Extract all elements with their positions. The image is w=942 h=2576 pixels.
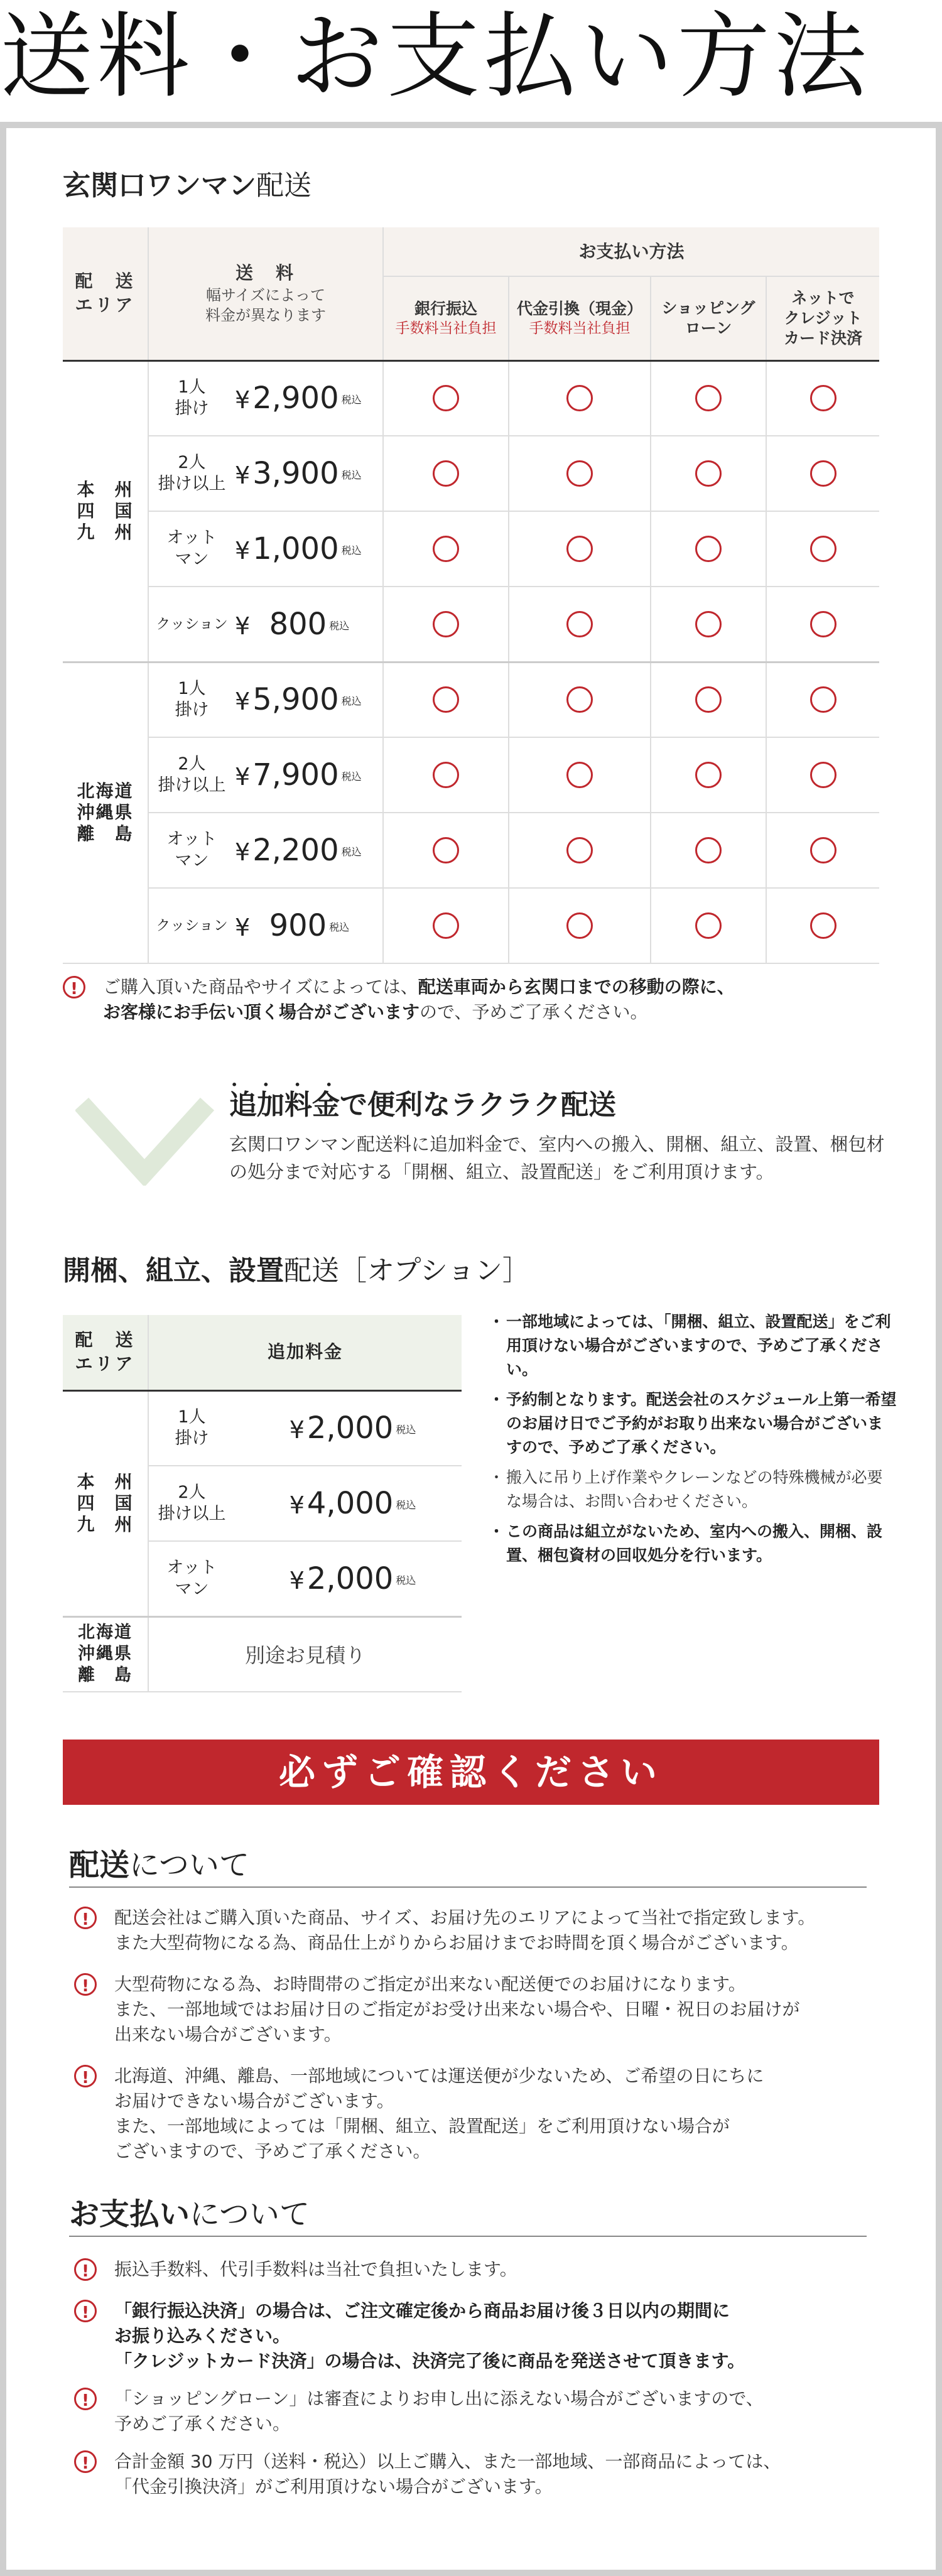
price-value: 3,900: [252, 456, 339, 491]
payment-heading: [69, 2194, 310, 2234]
header-area-label: 配 送 エリア: [75, 271, 136, 316]
mark-cell: [509, 587, 651, 662]
type-label: オット マン: [166, 830, 217, 870]
pay-col-label: ネットで クレジット カード決済: [784, 288, 863, 347]
table-row: [63, 1616, 462, 1692]
note-bold: 「クレジットカード決済」の場合は、決済完了後に商品を発送させて頂きます。: [114, 2351, 745, 2371]
warning-icon: !: [74, 2450, 97, 2473]
pay-col-card: [766, 276, 879, 360]
yen-sign: ¥: [235, 612, 251, 640]
divider: [69, 2236, 867, 2237]
heading-bold: お支払い: [69, 2197, 190, 2232]
header-shipping-label: 送 料: [235, 262, 296, 284]
divider: [69, 1886, 867, 1888]
available-circle-icon: [810, 686, 836, 713]
note-text: [114, 2298, 868, 2374]
type-cell: [148, 436, 235, 511]
pay-col-loan: [651, 276, 766, 360]
table-row: [63, 587, 879, 662]
type-label: 2人 掛け以上: [158, 453, 226, 494]
section-title-light: 配送: [256, 170, 311, 202]
list-item: ・ 搬入に吊り上げ作業やクレーンなどの特殊機械が必要な場合は、お問い合わせください。: [489, 1466, 897, 1513]
available-circle-icon: [810, 385, 836, 411]
available-circle-icon: [810, 912, 836, 939]
mark-cell: [509, 360, 651, 436]
note-text: 配送会社はご購入頂いた商品、サイズ、お届け先のエリアによって当社で指定致します。 また大型荷物になる為、商品仕上がりからお届けまでお時間を頂く場合がございます。: [114, 1907, 816, 1953]
tax-label: 税込: [396, 1499, 416, 1511]
note-text: 「ショッピングローン」は審査によりお申し出に添えない場合がございますので、 予めご了承ください。: [114, 2388, 764, 2434]
pay-col-sub: 手数料当社負担: [529, 320, 631, 337]
available-circle-icon: [695, 385, 722, 411]
pay-col-cod: [509, 276, 651, 360]
yen-sign: ¥: [235, 688, 251, 716]
price-value: 7,900: [252, 757, 339, 793]
mark-cell: [383, 360, 509, 436]
section-title-bold: 開梱、組立、設置: [63, 1255, 284, 1287]
price-value: 1,000: [252, 531, 339, 566]
note-bold: 「銀行振込決済」の場合は、ご注文確定後から商品お届け後３日以内の期間に: [114, 2300, 730, 2321]
table-row: [63, 511, 879, 587]
warning-icon: !: [74, 2388, 97, 2410]
page-title: 送料・お支払い方法: [0, 3, 870, 111]
type-label: 1人 掛け: [175, 1407, 209, 1449]
mark-cell: [509, 511, 651, 587]
available-circle-icon: [433, 460, 459, 487]
heading-light: について: [190, 2197, 310, 2232]
available-circle-icon: [810, 460, 836, 487]
delivery-note: [74, 1905, 872, 1958]
available-circle-icon: [566, 460, 593, 487]
mark-cell: [651, 813, 766, 888]
yen-sign: ¥: [235, 914, 251, 941]
table-row: [63, 888, 879, 963]
available-circle-icon: [433, 611, 459, 637]
mark-cell: [651, 662, 766, 737]
available-circle-icon: [566, 611, 593, 637]
mark-cell: [509, 813, 651, 888]
yen-sign: ¥: [235, 838, 251, 866]
estimate-label: 別途お見積り: [245, 1643, 366, 1668]
promo-title: 追加料金で便利なラクラク配送: [229, 1089, 616, 1121]
header-payment: [383, 227, 879, 276]
price-cell: [235, 1466, 462, 1541]
mark-cell: [766, 662, 879, 737]
available-circle-icon: [810, 536, 836, 562]
warning-icon: !: [74, 2300, 97, 2322]
available-circle-icon: [433, 837, 459, 863]
shipping-payment-table: [63, 227, 879, 964]
delivery-note: [74, 1972, 872, 2050]
option-bullets: [489, 1310, 897, 1574]
header-shipping-sub: 幅サイズによって 料金が異なります: [205, 286, 326, 325]
warning-icon: !: [74, 1973, 97, 1996]
section-title-light: 配送［オプション］: [284, 1255, 531, 1287]
note-text: 合計金額 30 万円（送料・税込）以上ご購入、また一部地域、一部商品によっては、 「代金引換決済」がご利用頂けない場合がございます。: [114, 2451, 781, 2497]
header-fee-label: 追加料金: [268, 1341, 344, 1363]
chevron-down-icon: [75, 1098, 226, 1186]
warning-icon: !: [63, 976, 85, 998]
price-value: 2,000: [306, 1561, 394, 1596]
region-label: 北海道 沖縄県 離 島: [77, 781, 134, 845]
tax-label: 税込: [341, 394, 362, 406]
estimate-cell: [148, 1616, 462, 1692]
heading-light: について: [129, 1848, 250, 1883]
yen-sign: ¥: [289, 1566, 305, 1594]
note-text: 振込手数料、代引手数料は当社で負担いたします。: [114, 2259, 517, 2280]
table-row: [63, 436, 879, 511]
type-cell: [148, 1390, 235, 1466]
payment-note: [74, 2449, 872, 2502]
tax-label: 税込: [341, 846, 362, 858]
price-value: 5,900: [252, 682, 339, 718]
oneman-note-text: [103, 975, 857, 1025]
section-title-oneman: [63, 167, 311, 205]
type-label: 1人 掛け: [175, 679, 209, 720]
pay-col-label: 銀行振込: [414, 299, 477, 318]
available-circle-icon: [695, 762, 722, 788]
table-row: [63, 662, 879, 737]
note-bold: お客様にお手伝い頂く場合がございます: [103, 1002, 420, 1022]
type-cell: [148, 813, 235, 888]
yen-sign: ¥: [235, 386, 251, 414]
mark-cell: [383, 662, 509, 737]
oneman-note: [63, 975, 879, 1031]
available-circle-icon: [566, 762, 593, 788]
available-circle-icon: [695, 611, 722, 637]
type-label: クッション: [156, 615, 228, 632]
mark-cell: [651, 587, 766, 662]
mark-cell: [383, 888, 509, 963]
mark-cell: [383, 511, 509, 587]
yen-sign: ¥: [289, 1416, 305, 1444]
mark-cell: [766, 511, 879, 587]
type-cell: [148, 662, 235, 737]
price-value: 900: [269, 908, 327, 943]
available-circle-icon: [566, 912, 593, 939]
type-cell: [148, 587, 235, 662]
mark-cell: [766, 737, 879, 813]
note-bold: お振り込みください。: [114, 2325, 291, 2346]
mark-cell: [383, 813, 509, 888]
mark-cell: [509, 436, 651, 511]
price-value: 2,200: [252, 833, 339, 868]
available-circle-icon: [810, 837, 836, 863]
tax-label: 税込: [341, 544, 362, 556]
payment-note: [74, 2257, 872, 2285]
available-circle-icon: [695, 912, 722, 939]
available-circle-icon: [695, 460, 722, 487]
region-hokkaido: [63, 662, 148, 963]
mark-cell: [383, 587, 509, 662]
type-label: オット マン: [166, 1557, 217, 1599]
price-cell: [235, 1541, 462, 1616]
type-cell: [148, 1466, 235, 1541]
tax-label: 税込: [396, 1424, 416, 1436]
region-honshu: [63, 360, 148, 662]
available-circle-icon: [566, 536, 593, 562]
mark-cell: [383, 737, 509, 813]
header-area: [63, 227, 148, 360]
price-value: 2,900: [252, 381, 339, 416]
table-row: [63, 1390, 462, 1466]
mark-cell: [766, 436, 879, 511]
type-cell: [148, 737, 235, 813]
type-label: 2人 掛け以上: [158, 1483, 226, 1523]
available-circle-icon: [433, 385, 459, 411]
price-cell: [235, 1390, 462, 1466]
pay-col-label: ショッピング ローン: [661, 298, 755, 337]
mark-cell: [766, 587, 879, 662]
available-circle-icon: [566, 686, 593, 713]
price-cell: [235, 662, 383, 737]
note-text: 北海道、沖縄、離島、一部地域については運送便が少ないため、ご希望の日にちに お届けできない場合がございます。 また、一部地域によっては「開梱、組立、設置配送」をご利用頂けない場合が ございますので、予めご了承ください。: [114, 2065, 764, 2162]
region-label: 北海道 沖縄県 離 島: [78, 1623, 133, 1686]
available-circle-icon: [695, 536, 722, 562]
note-text: 大型荷物になる為、お時間帯のご指定が出来ない配送便でのお届けになります。 また、一部地域ではお届け日のご指定がお受け出来ない場合や、日曜・祝日のお届けが 出来ない場合がございます。: [114, 1974, 800, 2045]
payment-note: [74, 2298, 872, 2376]
mark-cell: [651, 737, 766, 813]
yen-sign: ¥: [235, 537, 251, 565]
header-area: [63, 1315, 148, 1390]
pay-col-sub: 手数料当社負担: [395, 320, 497, 337]
tax-label: 税込: [329, 921, 350, 933]
yen-sign: ¥: [289, 1491, 305, 1519]
header-fee: [148, 1315, 462, 1390]
price-cell: [235, 737, 383, 813]
option-fee-table: [63, 1315, 462, 1692]
payment-note: [74, 2386, 872, 2439]
table-row: [63, 813, 879, 888]
table-row: [63, 360, 879, 436]
type-cell: [148, 888, 235, 963]
mark-cell: [383, 436, 509, 511]
type-cell: [148, 360, 235, 436]
mark-cell: [509, 737, 651, 813]
type-cell: [148, 511, 235, 587]
available-circle-icon: [566, 837, 593, 863]
tax-label: 税込: [329, 619, 350, 632]
note-plain: ので、予めご了承ください。: [420, 1002, 648, 1022]
price-cell: [235, 888, 383, 963]
mark-cell: [766, 888, 879, 963]
price-cell: [235, 511, 383, 587]
header-area-label: 配 送 エリア: [75, 1329, 136, 1375]
promo-description: 玄関口ワンマン配送料に追加料金で、室内への搬入、開梱、組立、設置、梱包材の処分まで対応する「開梱、組立、設置配送」をご利用頂けます。: [229, 1134, 885, 1182]
region-label: 本 州 四 国 九 州: [77, 479, 134, 543]
list-item: ・ この商品は組立がないため、室内への搬入、開梱、設置、梱包資材の回収処分を行います。: [489, 1520, 897, 1567]
confirm-banner: 必ずご確認ください: [63, 1740, 879, 1805]
price-cell: [235, 813, 383, 888]
price-cell: [235, 587, 383, 662]
header-shipping: [148, 227, 383, 360]
section-title-bold: 玄関口ワンマン: [63, 170, 256, 202]
warning-icon: !: [74, 2065, 97, 2087]
table-row: [63, 737, 879, 813]
available-circle-icon: [433, 686, 459, 713]
region-label: 本 州 四 国 九 州: [77, 1471, 134, 1535]
available-circle-icon: [810, 611, 836, 637]
mark-cell: [651, 888, 766, 963]
list-item: ・ 予約制となります。配送会社のスケジュール上第一希望のお届け日でご予約がお取り出来ない場合がございますので、予めご了承ください。: [489, 1388, 897, 1459]
emphasis-dots: ••••: [231, 1079, 357, 1091]
tax-label: 税込: [341, 771, 362, 782]
available-circle-icon: [566, 385, 593, 411]
header-payment-label: お支払い方法: [578, 241, 685, 262]
mark-cell: [766, 813, 879, 888]
type-label: クッション: [156, 917, 228, 934]
yen-sign: ¥: [235, 462, 251, 489]
type-label: 1人 掛け: [175, 377, 209, 419]
delivery-note: [74, 2064, 872, 2167]
pay-col-label: 代金引換（現金）: [516, 299, 642, 318]
mark-cell: [651, 360, 766, 436]
tax-label: 税込: [396, 1574, 416, 1586]
warning-icon: !: [74, 1907, 97, 1929]
type-label: オット マン: [166, 528, 217, 569]
available-circle-icon: [433, 912, 459, 939]
pay-col-bank: [383, 276, 509, 360]
mark-cell: [509, 888, 651, 963]
tax-label: 税込: [341, 695, 362, 708]
mark-cell: [651, 436, 766, 511]
price-value: 2,000: [306, 1410, 394, 1446]
price-value: 800: [269, 606, 327, 642]
list-item: ・ 一部地域によっては、「開梱、組立、設置配送」をご利用頂けない場合がございますので、予めご了承ください。: [489, 1310, 897, 1382]
note-bold: 配送車両から玄関口までの移動の際に、: [418, 977, 735, 997]
heading-bold: 配送: [69, 1848, 130, 1883]
note-plain: ご購入頂いた商品やサイズによっては、: [103, 977, 418, 997]
price-value: 4,000: [306, 1486, 394, 1521]
region-hokkaido: [63, 1616, 148, 1692]
price-cell: [235, 360, 383, 436]
mark-cell: [509, 662, 651, 737]
mark-cell: [766, 360, 879, 436]
delivery-heading: [69, 1845, 249, 1885]
available-circle-icon: [695, 686, 722, 713]
tax-label: 税込: [341, 469, 362, 481]
available-circle-icon: [433, 536, 459, 562]
available-circle-icon: [695, 837, 722, 863]
price-cell: [235, 436, 383, 511]
type-cell: [148, 1541, 235, 1616]
yen-sign: ¥: [235, 763, 251, 791]
section-title-option: [63, 1252, 530, 1290]
type-label: 2人 掛け以上: [158, 754, 226, 795]
available-circle-icon: [810, 762, 836, 788]
available-circle-icon: [433, 762, 459, 788]
mark-cell: [651, 511, 766, 587]
region-honshu: [63, 1390, 148, 1616]
warning-icon: !: [74, 2258, 97, 2281]
